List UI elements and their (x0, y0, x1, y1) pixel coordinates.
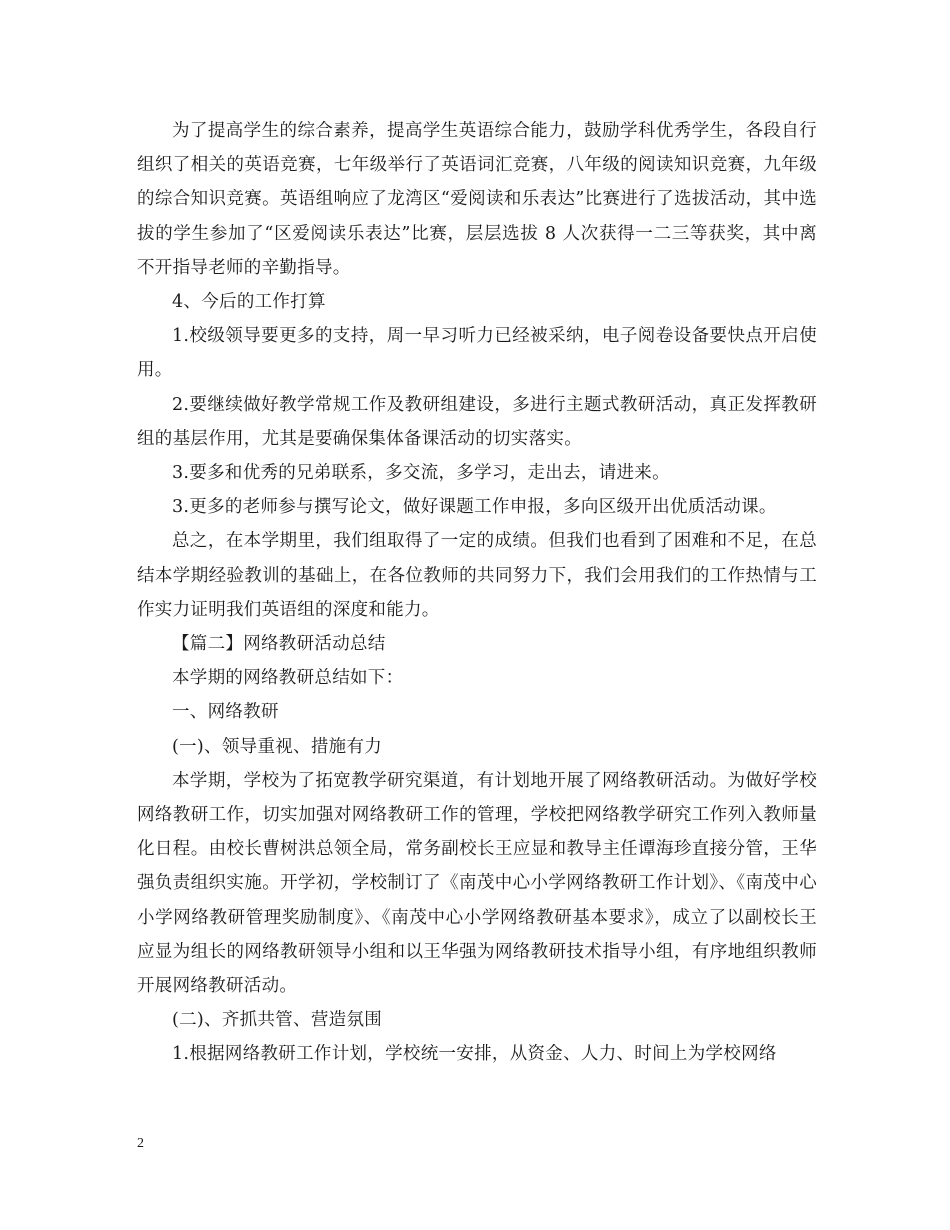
subheading-leadership: (一)、领导重视、措施有力 (172, 736, 383, 757)
list-item-4: 3.更多的老师参与撰写论文，做好课题工作申报，多向区级开出优质活动课。 (172, 497, 777, 518)
paragraph-leadership: 本学期，学校为了拓宽教学研究渠道，有计划地开展了网络教研活动。为做好学校网络教研工作，切实加强对网络教研工作的管理，学校把网络教学研究工作列入教师量化日程。由校长曹树洪总领全局，常务副校长王应显和教导主任谭海珍直接分管，王华强负责组织实施。开学初，学校制订了《南茂中心小学网络教研工作计划》、《南茂中心小学网络教研管理奖励制度》、《南茂中心小学网络教研基本要求》，成立了以副校长王应显为组长的网络教研领导小组和以王华强为网络教研技术指导小组，有序地组织教师开展网络教研活动。 (137, 770, 817, 997)
list-item-1: 1.校级领导要更多的支持，周一早习听力已经被采纳，电子阅卷设备要快点开启使用。 (137, 326, 817, 381)
subheading-joint-management: (二)、齐抓共管、营造氛围 (172, 1010, 383, 1031)
paragraph-english-competitions: 为了提高学生的综合素养，提高学生英语综合能力，鼓励学科优秀学生，各段自行组织了相关的英语竞赛，七年级举行了英语词汇竞赛，八年级的阅读知识竞赛，九年级的综合知识竞赛。英语组响应了龙湾区“爱阅读和乐表达”比赛进行了选拔活动，其中选拔的学生参加了“区爱阅读乐表达”比赛，层层选拔 8 人次获得一二三等获奖，其中离不开指导老师的辛勤指导。 (137, 121, 817, 278)
heading-network-research: 一、网络教研 (172, 702, 279, 723)
paragraph-conclusion: 总之，在本学期里，我们组取得了一定的成绩。但我们也看到了困难和不足，在总结本学期经验教训的基础上，在各位教师的共同努力下，我们会用我们的工作热情与工作实力证明我们英语组的深度和能力。 (137, 531, 817, 620)
heading-future-plans: 4、今后的工作打算 (172, 292, 326, 313)
paragraph-plan-start: 1.根据网络教研工作计划，学校统一安排，从资金、人力、时间上为学校网络 (172, 1044, 777, 1065)
paragraph-intro: 本学期的网络教研总结如下： (172, 668, 404, 689)
page-number: 2 (137, 1136, 144, 1151)
list-item-3: 3.要多和优秀的兄弟联系，多交流，多学习，走出去，请进来。 (172, 463, 670, 484)
document-body (137, 114, 817, 1072)
section-title-part-two: 【篇二】网络教研活动总结 (172, 634, 386, 655)
list-item-2: 2.要继续做好教学常规工作及教研组建设，多进行主题式教研活动，真正发挥教研组的基层作用，尤其是要确保集体备课活动的切实落实。 (137, 394, 817, 449)
